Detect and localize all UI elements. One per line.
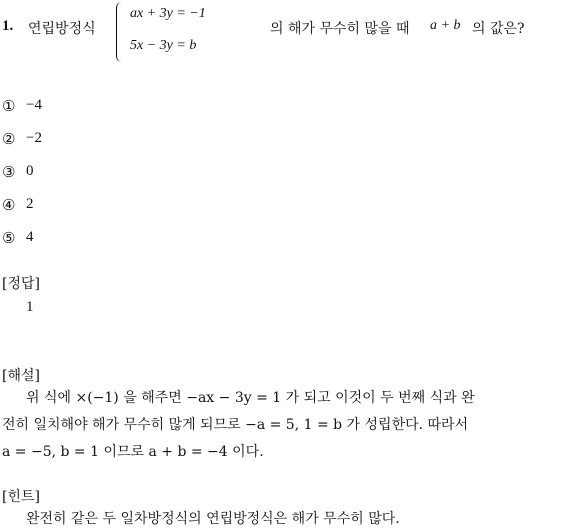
explanation-line: a = −5, b = 1 이므로 a + b = −4 이다. (2, 444, 264, 460)
equation-2: 5x − 3y = b (130, 38, 197, 53)
answer-value: 1 (26, 299, 34, 315)
left-brace (116, 2, 127, 62)
choice-mark: ④ (2, 196, 16, 214)
choice-mark: ② (2, 130, 16, 148)
explanation-heading: [해설] (2, 368, 40, 384)
choice-value: 2 (26, 196, 34, 212)
hint-text: 완전히 같은 두 일차방정식의 연립방정식은 해가 무수히 많다. (26, 511, 400, 527)
question-text-end: 의 값은? (472, 21, 525, 37)
explanation-line: 위 식에 ×(−1) 을 해주면 −ax − 3y = 1 가 되고 이것이 두 번째 식과 완 (26, 390, 475, 406)
choice-mark: ① (2, 97, 16, 115)
choice-value: −4 (26, 97, 42, 113)
choice-value: −2 (26, 130, 42, 146)
explanation-line: 전히 일치해야 해가 무수히 많게 되므로 −a = 5, 1 = b 가 성립한다. 따라서 (2, 417, 469, 433)
choice-value: 4 (26, 229, 34, 245)
equation-1: ax + 3y = −1 (130, 6, 206, 21)
question-text-before: 연립방정식 (28, 21, 96, 37)
equation-system (0, 2, 120, 62)
question-number: 1. (2, 18, 14, 34)
choice-mark: ⑤ (2, 229, 16, 247)
question-text-after: 의 해가 무수히 많을 때 (270, 21, 410, 37)
choice-value: 0 (26, 163, 34, 179)
choice-mark: ③ (2, 163, 16, 181)
answer-heading: [정답] (2, 276, 40, 292)
hint-heading: [힌트] (2, 489, 40, 505)
question-expression: a + b (430, 18, 461, 33)
